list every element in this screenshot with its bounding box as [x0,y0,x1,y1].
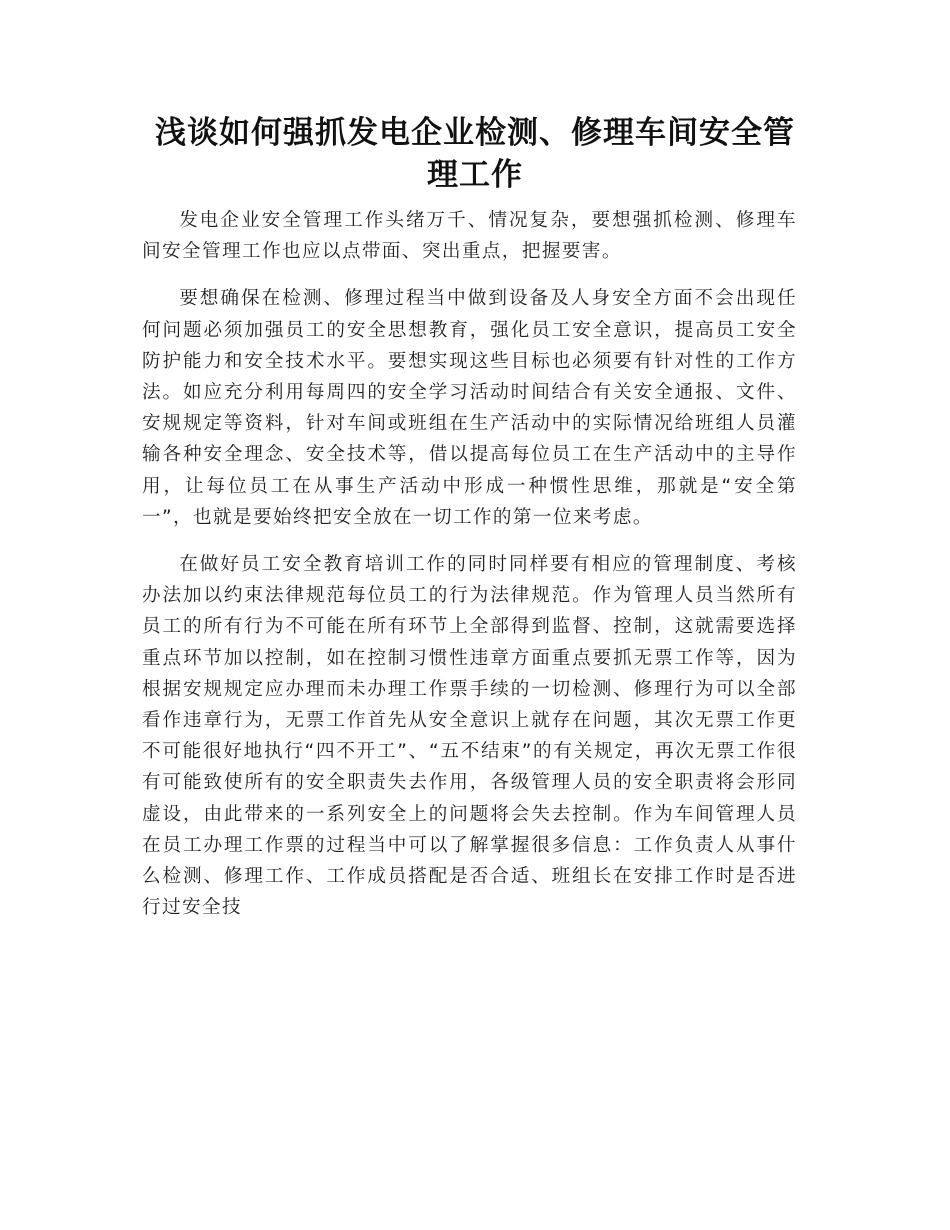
paragraph-2: 要想确保在检测、修理过程当中做到设备及人身安全方面不会出现任何问题必须加强员工的安全思想教育，强化员工安全意识，提高员工安全防护能力和安全技术水平。要想实现这些目标也必须要有针对性的工作方法。如应充分利用每周四的安全学习活动时间结合有关安全通报、文件、安规规定等资料，针对车间或班组在生产活动中的实际情况给班组人员灌输各种安全理念、安全技术等，借以提高每位员工在生产活动中的主导作用，让每位员工在从事生产活动中形成一种惯性思维，那就是“安全第一”，也就是要始终把安全放在一切工作的第一位来考虑。 [142,288,797,528]
document-title: 浅谈如何强抓发电企业检测、修理车间安全管理工作 [155,115,795,193]
paragraph-1: 发电企业安全管理工作头绪万千、情况复杂，要想强抓检测、修理车间安全管理工作也应以点带面、突出重点，把握要害。 [142,210,797,263]
document-body [142,205,797,939]
paragraph-3: 在做好员工安全教育培训工作的同时同样要有相应的管理制度、考核办法加以约束法律规范每位员工的行为法律规范。作为管理人员当然所有员工的所有行为不可能在所有环节上全部得到监督、控制，这就需要选择重点环节加以控制，如在控制习惯性违章方面重点要抓无票工作等，因为根据安规规定应办理而未办理工作票手续的一切检测、修理行为可以全部看作违章行为，无票工作首先从安全意识上就存在问题，其次无票工作更不可能很好地执行“四不开工”、“五不结束”的有关规定，再次无票工作很有可能致使所有的安全职责失去作用，各级管理人员的安全职责将会形同虚设，由此带来的一系列安全上的问题将会失去控制。作为车间管理人员在员工办理工作票的过程当中可以了解掌握很多信息：工作负责人从事什么检测、修理工作、工作成员搭配是否合适、班组长在安排工作时是否进行过安全技 [142,554,797,919]
